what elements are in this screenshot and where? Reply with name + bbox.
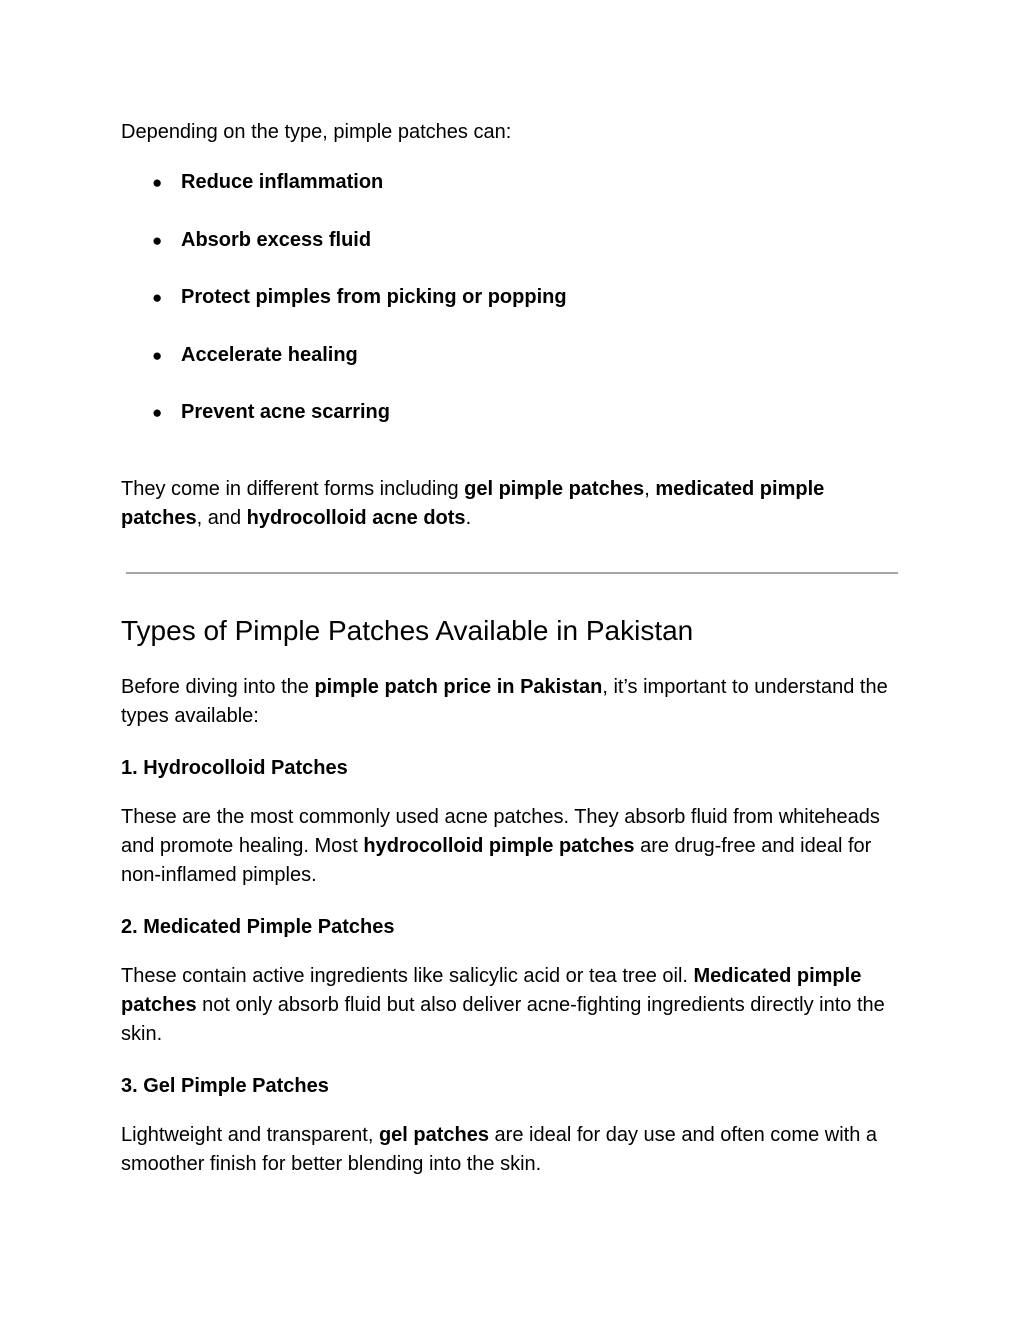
list-item [121,341,901,370]
subsection-body-gel: Lightweight and transparent, gel patches are ideal for day use and often come with a smoother finish for better blending into the skin. [121,1124,878,1175]
horizontal-divider [126,572,898,574]
list-item-text: Accelerate healing [181,343,358,366]
list-item-text: Protect pimples from picking or popping [181,286,567,308]
bullet-icon: ● [152,288,163,307]
list-item-text: Reduce inflammation [181,171,384,193]
bold-term: gel patches [378,1124,489,1146]
bullet-icon: ● [152,403,163,422]
document-content [121,118,901,1179]
before-paragraph: Before diving into the pimple patch price in Pakistan, it’s important to understand the types available: [121,676,888,727]
list-item [121,283,901,312]
list-item [121,226,901,255]
subsection-title-medicated: 2. Medicated Pimple Patches [121,916,395,938]
bold-term: Medicated pimple patches [121,965,862,1016]
bullet-icon: ● [152,345,163,365]
bullet-icon: ● [152,173,163,192]
subsection-body-medicated: These contain active ingredients like salicylic acid or tea tree oil. Medicated pimple patches not only absorb fluid but also deliver acne-fighting ingredients directly into the skin. [121,965,885,1045]
bold-term: medicated pimple patches [121,478,825,529]
benefits-list [121,168,901,427]
intro-paragraph: Depending on the type, pimple patches can: [121,121,512,143]
subsection-body-hydrocolloid: These are the most commonly used acne patches. They absorb fluid from whiteheads and promote healing. Most hydrocolloid pimple patches are drug-free and ideal for non-inflamed pimples. [121,806,880,886]
bold-term: hydrocolloid pimple patches [363,835,635,857]
list-item [121,398,901,427]
bold-term: pimple patch price in Pakistan [314,676,603,698]
list-item-text: Absorb excess fluid [181,228,372,251]
bullet-icon: ● [152,230,163,250]
list-item-text: Prevent acne scarring [181,401,390,423]
forms-paragraph: They come in different forms including gel pimple patches, medicated pimple patches, and hydrocolloid acne dots. [121,478,825,529]
subsection-title-gel: 3. Gel Pimple Patches [121,1075,329,1097]
bold-term: hydrocolloid acne dots [246,507,466,529]
subsection-title-hydrocolloid: 1. Hydrocolloid Patches [121,757,348,779]
bold-term: gel pimple patches [464,478,645,500]
list-item [121,168,901,197]
section-heading: Types of Pimple Patches Available in Pakistan [121,615,694,646]
